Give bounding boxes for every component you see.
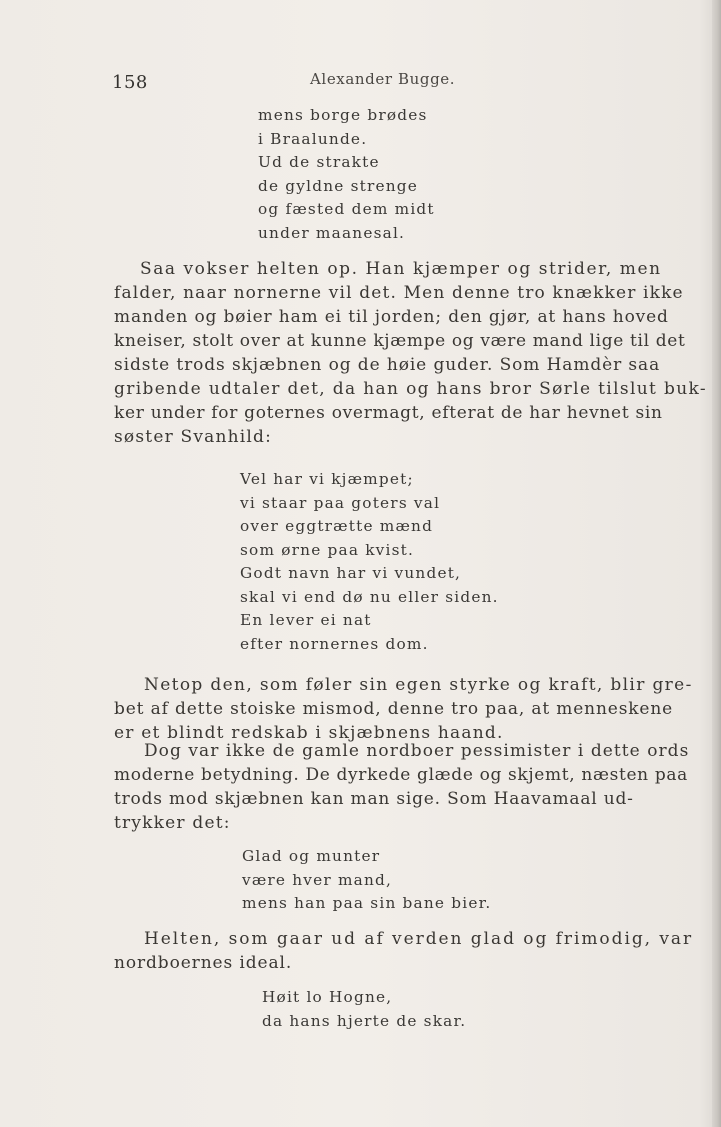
verse-line: efter nornernes dom. bbox=[240, 634, 429, 653]
paragraph-line: Saa vokser helten op. Han kjæmper og strider, men bbox=[140, 259, 662, 279]
paragraph-line: ker under for goternes overmagt, efterat de har hevnet sin bbox=[114, 403, 663, 423]
paragraph-line: manden og bøier ham ei til jorden; den gjør, at hans hoved bbox=[114, 307, 669, 327]
paragraph-2 bbox=[114, 673, 693, 745]
verse-stanza-2 bbox=[240, 468, 499, 656]
verse-line: Godt navn har vi vundet, bbox=[240, 564, 462, 582]
verse-line: Ud de strakte bbox=[258, 153, 380, 171]
paragraph-line: moderne betydning. De dyrkede glæde og skjemt, næsten paa bbox=[114, 765, 688, 785]
paragraph-1 bbox=[114, 257, 707, 449]
page-number: 158 bbox=[112, 72, 148, 93]
verse-line: under maanesal. bbox=[258, 223, 406, 242]
verse-line: da hans hjerte de skar. bbox=[262, 1011, 467, 1030]
verse-line: i Braalunde. bbox=[258, 129, 368, 148]
paragraph-line: Netop den, som føler sin egen styrke og kraft, blir gre- bbox=[144, 675, 693, 695]
paragraph-line: er et blindt redskab i skjæbnens haand. bbox=[114, 723, 504, 743]
paragraph-line: trods mod skjæbnen kan man sige. Som Haavamaal ud- bbox=[114, 789, 634, 809]
paragraph-line: kneiser, stolt over at kunne kjæmpe og være mand lige til det bbox=[114, 331, 686, 351]
verse-line: Glad og munter bbox=[242, 847, 381, 865]
verse-line: mens han paa sin bane bier. bbox=[242, 894, 492, 912]
verse-line: mens borge brødes bbox=[258, 106, 428, 124]
paragraph-line: nordboernes ideal. bbox=[114, 953, 293, 973]
paragraph-line: trykker det: bbox=[114, 813, 231, 833]
verse-line: som ørne paa kvist. bbox=[240, 540, 415, 559]
verse-line: Vel har vi kjæmpet; bbox=[240, 470, 414, 488]
verse-line: og fæsted dem midt bbox=[258, 200, 435, 218]
paragraph-line: gribende udtaler det, da han og hans bror Sørle tilslut buk- bbox=[114, 379, 707, 399]
paragraph-line: Helten, som gaar ud af verden glad og frimodig, var bbox=[144, 929, 694, 949]
paragraph-3 bbox=[114, 739, 689, 835]
verse-stanza-4 bbox=[262, 986, 466, 1033]
verse-line: de gyldne strenge bbox=[258, 176, 419, 195]
paragraph-line: falder, naar nornerne vil det. Men denne tro knækker ikke bbox=[114, 283, 684, 303]
paragraph-4 bbox=[114, 927, 693, 975]
page-header bbox=[112, 70, 612, 94]
paragraph-line: sidste trods skjæbnen og de høie guder. Som Hamdèr saa bbox=[114, 355, 661, 375]
paragraph-line: bet af dette stoiske mismod, denne tro paa, at menneskene bbox=[114, 699, 674, 719]
verse-line: En lever ei nat bbox=[240, 611, 372, 629]
verse-stanza-1 bbox=[258, 104, 435, 245]
page-edge-shadow bbox=[712, 0, 721, 1127]
verse-line: være hver mand, bbox=[242, 870, 393, 889]
paragraph-line: Dog var ikke de gamle nordboer pessimister i dette ords bbox=[144, 741, 690, 761]
verse-stanza-3 bbox=[242, 845, 491, 916]
running-head: Alexander Bugge. bbox=[310, 70, 456, 88]
verse-line: skal vi end dø nu eller siden. bbox=[240, 587, 499, 606]
paragraph-line: søster Svanhild: bbox=[114, 427, 273, 447]
verse-line: over eggtrætte mænd bbox=[240, 517, 434, 535]
verse-line: vi staar paa goters val bbox=[240, 493, 441, 512]
verse-line: Høit lo Hogne, bbox=[262, 988, 393, 1006]
